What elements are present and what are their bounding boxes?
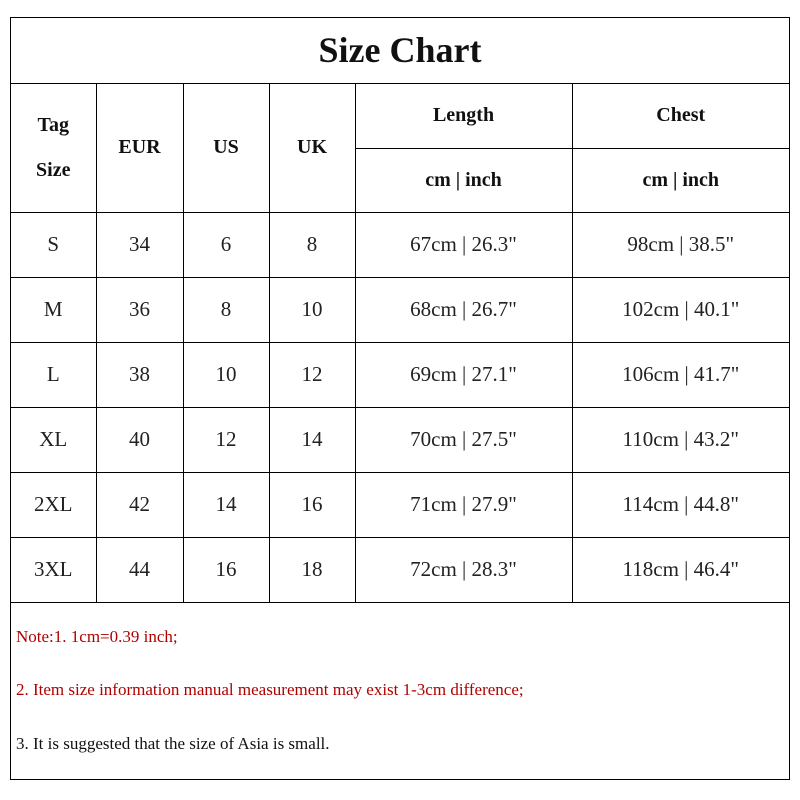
cell-length: 67cm | 26.3" [355,212,572,277]
cell-tag: 3XL [11,537,96,602]
cell-eur: 36 [96,277,183,342]
cell-eur: 34 [96,212,183,277]
note-asia-size: 3. It is suggested that the size of Asia is small. [16,734,330,753]
chart-title: Size Chart [11,18,789,84]
cell-tag: M [11,277,96,342]
cell-us: 16 [183,537,269,602]
cell-length: 68cm | 26.7" [355,277,572,342]
cell-us: 12 [183,407,269,472]
cell-chest: 114cm | 44.8" [572,472,789,537]
cell-uk: 8 [269,212,355,277]
cell-length: 69cm | 27.1" [355,342,572,407]
cell-eur: 40 [96,407,183,472]
cell-us: 8 [183,277,269,342]
cell-length: 72cm | 28.3" [355,537,572,602]
cell-us: 6 [183,212,269,277]
cell-uk: 14 [269,407,355,472]
cell-us: 10 [183,342,269,407]
header-eur: EUR [96,84,183,212]
table-row [11,342,789,407]
cell-chest: 106cm | 41.7" [572,342,789,407]
cell-chest: 110cm | 43.2" [572,407,789,472]
header-tag-label: Tag [37,113,69,136]
header-size-label: Size [36,158,71,181]
header-chest: Chest [572,84,789,148]
cell-uk: 12 [269,342,355,407]
cell-tag: XL [11,407,96,472]
header-length-unit: cm | inch [355,148,572,212]
cell-uk: 16 [269,472,355,537]
cell-us: 14 [183,472,269,537]
cell-length: 70cm | 27.5" [355,407,572,472]
cell-chest: 102cm | 40.1" [572,277,789,342]
header-us: US [183,84,269,212]
table-row [11,212,789,277]
cell-uk: 10 [269,277,355,342]
cell-uk: 18 [269,537,355,602]
table-row [11,407,789,472]
cell-eur: 44 [96,537,183,602]
header-row [11,84,789,148]
cell-chest: 118cm | 46.4" [572,537,789,602]
cell-tag: S [11,212,96,277]
cell-tag: L [11,342,96,407]
header-length: Length [355,84,572,148]
size-chart-frame [10,17,790,780]
header-tag-size [11,84,96,212]
note-conversion: Note:1. 1cm=0.39 inch; [16,627,178,646]
note-measurement: 2. Item size information manual measurement may exist 1-3cm difference; [16,680,524,699]
cell-tag: 2XL [11,472,96,537]
header-uk: UK [269,84,355,212]
cell-chest: 98cm | 38.5" [572,212,789,277]
cell-eur: 42 [96,472,183,537]
table-row [11,472,789,537]
table-row [11,537,789,602]
size-table [11,84,789,603]
header-chest-unit: cm | inch [572,148,789,212]
table-row [11,277,789,342]
cell-eur: 38 [96,342,183,407]
cell-length: 71cm | 27.9" [355,472,572,537]
